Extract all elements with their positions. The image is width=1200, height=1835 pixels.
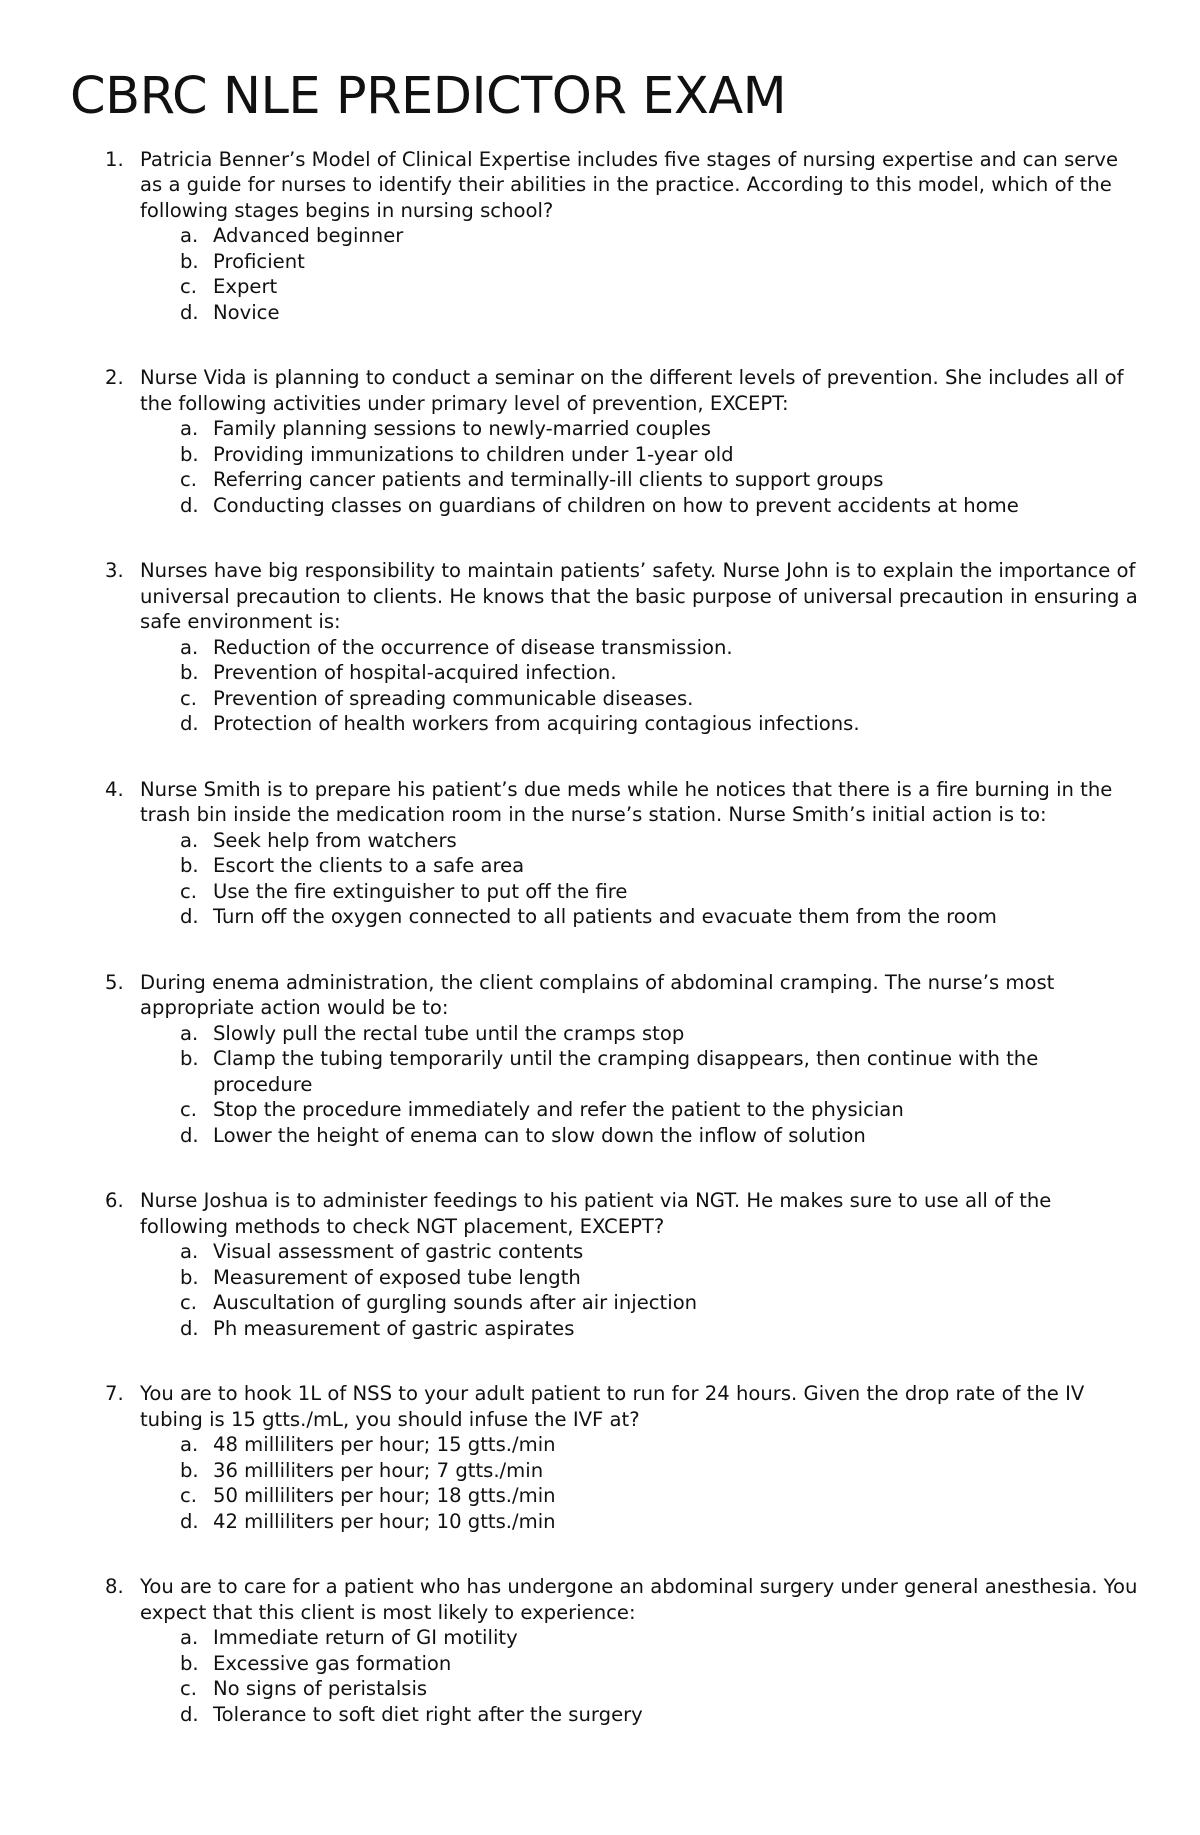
choice-list [140,635,1140,737]
choice-text: Clamp the tubing temporarily until the cramping disappears, then continue with the procedure [213,1047,1039,1096]
choice-letter: a. [180,1021,199,1045]
choice-text: Slowly pull the rectal tube until the cramps stop [213,1021,685,1045]
choice-item [140,828,1140,854]
choice-item [140,1123,1140,1149]
choice-text: 42 milliliters per hour; 10 gtts./min [213,1509,556,1533]
question-text: You are to care for a patient who has undergone an abdominal surgery under general anesthesia. You expect that this client is most likely to experience: [140,1575,1138,1624]
question-number: 1. [105,147,124,171]
choice-list [140,1021,1140,1149]
choice-letter: d. [180,300,199,324]
question-text: Nurse Vida is planning to conduct a seminar on the different levels of prevention. She includes all of the following activities under primary level of prevention, EXCEPT: [140,366,1124,415]
choice-list [140,1239,1140,1341]
question-number: 6. [105,1189,124,1213]
choice-letter: a. [180,417,199,441]
choice-text: No signs of peristalsis [213,1677,428,1701]
choice-text: Proficient [213,249,305,273]
choice-list [140,1432,1140,1534]
question-text: You are to hook 1L of NSS to your adult patient to run for 24 hours. Given the drop rate of the IV tubing is 15 gtts./mL, you should infuse the IVF at? [140,1382,1085,1431]
choice-text: Advanced beginner [213,224,404,248]
choice-item [140,660,1140,686]
question-item [70,1188,1140,1341]
choice-text: Protection of health workers from acquiring contagious infections. [213,712,860,736]
question-list [70,147,1140,1728]
choice-list [140,416,1140,518]
choice-letter: c. [180,1291,198,1315]
choice-item [140,1432,1140,1458]
choice-item [140,493,1140,519]
choice-item [140,1046,1140,1097]
choice-letter: a. [180,224,199,248]
question-item [70,1381,1140,1534]
choice-item [140,1265,1140,1291]
choice-text: Turn off the oxygen connected to all patients and evacuate them from the room [213,905,997,929]
choice-letter: c. [180,1677,198,1701]
choice-letter: d. [180,1316,199,1340]
choice-item [140,1290,1140,1316]
choice-text: Reduction of the occurrence of disease transmission. [213,635,733,659]
question-text: Patricia Benner’s Model of Clinical Expertise includes five stages of nursing expertise and can serve as a guide for nurses to identify their abilities in the practice. According to this model, which of the following stages begins in nursing school? [140,147,1119,222]
choice-letter: c. [180,1484,198,1508]
choice-item [140,1239,1140,1265]
choice-item [140,1097,1140,1123]
choice-letter: b. [180,1651,199,1675]
choice-item [140,1651,1140,1677]
choice-letter: b. [180,854,199,878]
choice-letter: b. [180,661,199,685]
choice-text: Expert [213,275,278,299]
choice-item [140,223,1140,249]
choice-item [140,1625,1140,1651]
choice-letter: d. [180,493,199,517]
choice-text: Visual assessment of gastric contents [213,1240,584,1264]
choice-list [140,828,1140,930]
question-text: During enema administration, the client complains of abdominal cramping. The nurse’s most appropriate action would be to: [140,970,1055,1020]
choice-letter: a. [180,828,199,852]
choice-item [140,300,1140,326]
question-number: 8. [105,1575,124,1599]
choice-item [140,711,1140,737]
question-item [70,558,1140,737]
choice-item [140,904,1140,930]
choice-text: Ph measurement of gastric aspirates [213,1316,575,1340]
question-item [70,1574,1140,1727]
choice-item [140,853,1140,879]
question-text: Nurse Smith is to prepare his patient’s due meds while he notices that there is a fire burning in the trash bin inside the medication room in the nurse’s station. Nurse Smith’s initial action is to: [140,777,1113,827]
choice-letter: a. [180,1240,199,1264]
question-item [70,147,1140,326]
choice-text: Auscultation of gurgling sounds after air injection [213,1291,698,1315]
choice-letter: a. [180,635,199,659]
choice-text: Immediate return of GI motility [213,1626,518,1650]
choice-text: Lower the height of enema can to slow down the inflow of solution [213,1123,866,1147]
choice-letter: c. [180,275,198,299]
question-item [70,970,1140,1149]
choice-item [140,686,1140,712]
choice-letter: d. [180,1123,199,1147]
choice-letter: c. [180,879,198,903]
choice-item [140,1509,1140,1535]
choice-letter: b. [180,249,199,273]
choice-item [140,442,1140,468]
choice-text: Excessive gas formation [213,1651,452,1675]
choice-item [140,1483,1140,1509]
question-number: 2. [105,366,124,390]
choice-letter: d. [180,1509,199,1533]
choice-list [140,1625,1140,1727]
question-text: Nurses have big responsibility to maintain patients’ safety. Nurse John is to explain the importance of universal precaution to clients. He knows that the basic purpose of universal precaution in ensuring a safe environment is: [140,559,1138,634]
choice-item [140,879,1140,905]
choice-text: Seek help from watchers [213,828,457,852]
choice-item [140,467,1140,493]
choice-letter: d. [180,1702,199,1726]
choice-item [140,1458,1140,1484]
choice-item [140,274,1140,300]
page-title: CBRC NLE PREDICTOR EXAM [70,67,787,126]
choice-item [140,1021,1140,1047]
choice-letter: d. [180,712,199,736]
choice-letter: b. [180,1047,199,1071]
choice-text: Providing immunizations to children under 1-year old [213,442,734,466]
choice-letter: b. [180,1265,199,1289]
question-number: 4. [105,777,124,801]
choice-text: 48 milliliters per hour; 15 gtts./min [213,1433,556,1457]
choice-letter: b. [180,442,199,466]
choice-letter: c. [180,686,198,710]
question-number: 3. [105,559,124,583]
choice-text: Referring cancer patients and terminally-ill clients to support groups [213,468,884,492]
choice-text: Prevention of hospital-acquired infection. [213,661,617,685]
choice-item [140,416,1140,442]
question-number: 7. [105,1382,124,1406]
choice-item [140,249,1140,275]
choice-letter: b. [180,1458,199,1482]
choice-text: Escort the clients to a safe area [213,854,525,878]
choice-text: Prevention of spreading communicable diseases. [213,686,694,710]
choice-text: Measurement of exposed tube length [213,1265,581,1289]
choice-text: Family planning sessions to newly-married couples [213,417,712,441]
choice-letter: a. [180,1626,199,1650]
choice-item [140,1316,1140,1342]
choice-letter: c. [180,1098,198,1122]
choice-list [140,223,1140,325]
choice-letter: c. [180,468,198,492]
choice-item [140,1676,1140,1702]
choice-text: 36 milliliters per hour; 7 gtts./min [213,1458,544,1482]
question-item [70,365,1140,518]
choice-text: Tolerance to soft diet right after the surgery [213,1702,643,1726]
choice-text: Stop the procedure immediately and refer the patient to the physician [213,1098,904,1122]
choice-text: Use the fire extinguisher to put off the fire [213,879,628,903]
question-number: 5. [105,970,124,994]
choice-letter: d. [180,905,199,929]
choice-item [140,1702,1140,1728]
choice-letter: a. [180,1433,199,1457]
question-item [70,777,1140,930]
choice-item [140,635,1140,661]
choice-text: 50 milliliters per hour; 18 gtts./min [213,1484,556,1508]
choice-text: Novice [213,300,280,324]
question-text: Nurse Joshua is to administer feedings to his patient via NGT. He makes sure to use all of the following methods to check NGT placement, EXCEPT? [140,1189,1052,1238]
choice-text: Conducting classes on guardians of children on how to prevent accidents at home [213,493,1019,517]
